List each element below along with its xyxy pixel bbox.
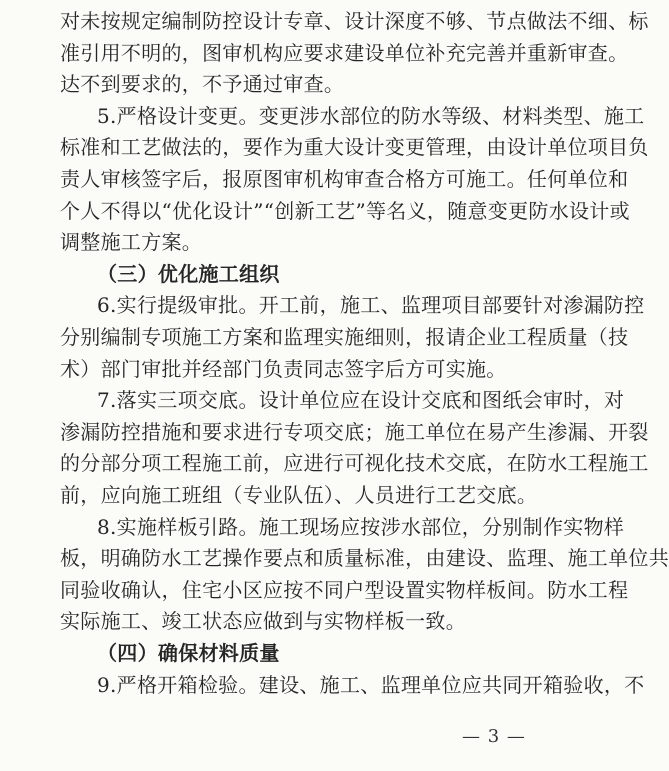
body-text-line: 标准和工艺做法的，要作为重大设计变更管理，由设计单位项目负 [60,135,649,160]
body-text-line: 准引用不明的，图审机构应要求建设单位补充完善并重新审查。 [60,40,629,65]
body-text-line: 6.实行提级审批。开工前，施工、监理项目部要针对渗漏防控 [97,293,645,318]
body-text-line: 的分部分项工程施工前，应进行可视化技术交底，在防水工程施工 [60,451,649,476]
body-text-line: 分别编制专项施工方案和监理实施细则，报请企业工程质量（技 [60,325,629,349]
section-heading: （四）确保材料质量 [97,641,280,665]
body-text-line: 术）部门审批并经部门负责同志签字后方可实施。 [60,356,507,381]
body-text-line: 达不到要求的，不予通过审查。 [60,72,345,97]
body-text-line: 板，明确防水工艺操作要点和质量标准，由建设、监理、施工单位共 [60,546,669,571]
body-text-line: 5.严格设计变更。变更涉水部位的防水等级、材料类型、施工 [97,103,645,128]
body-text-line: 同验收确认，住宅小区应按不同户型设置实物样板间。防水工程 [60,577,629,602]
body-text-line: 调整施工方案。 [60,230,203,255]
section-heading: （三）优化施工组织 [97,261,280,286]
body-text-line: 对未按规定编制防控设计专章、设计深度不够、节点做法不细、标 [60,9,649,33]
body-text-line: 渗漏防控措施和要求进行专项交底；施工单位在易产生渗漏、开裂 [60,419,649,444]
body-text-line: 个人不得以“优化设计”“创新工艺”等名义，随意变更防水设计或 [60,198,630,223]
body-text-line: 8.实施样板引路。施工现场应按涉水部位，分别制作实物样 [97,514,625,539]
body-text-line: 前，应向施工班组（专业队伍）、人员进行工艺交底。 [60,483,538,507]
body-text-line: 7.落实三项交底。设计单位应在设计交底和图纸会审时，对 [97,388,625,413]
body-text-line: 实际施工、竣工状态应做到与实物样板一致。 [60,609,466,634]
body-text-line: 责人审核签字后，报原图审机构审查合格方可施工。任何单位和 [60,167,629,191]
body-text-line: 9.严格开箱检验。建设、施工、监理单位应共同开箱验收，不 [97,672,645,697]
page-number: — 3 — [462,726,526,747]
